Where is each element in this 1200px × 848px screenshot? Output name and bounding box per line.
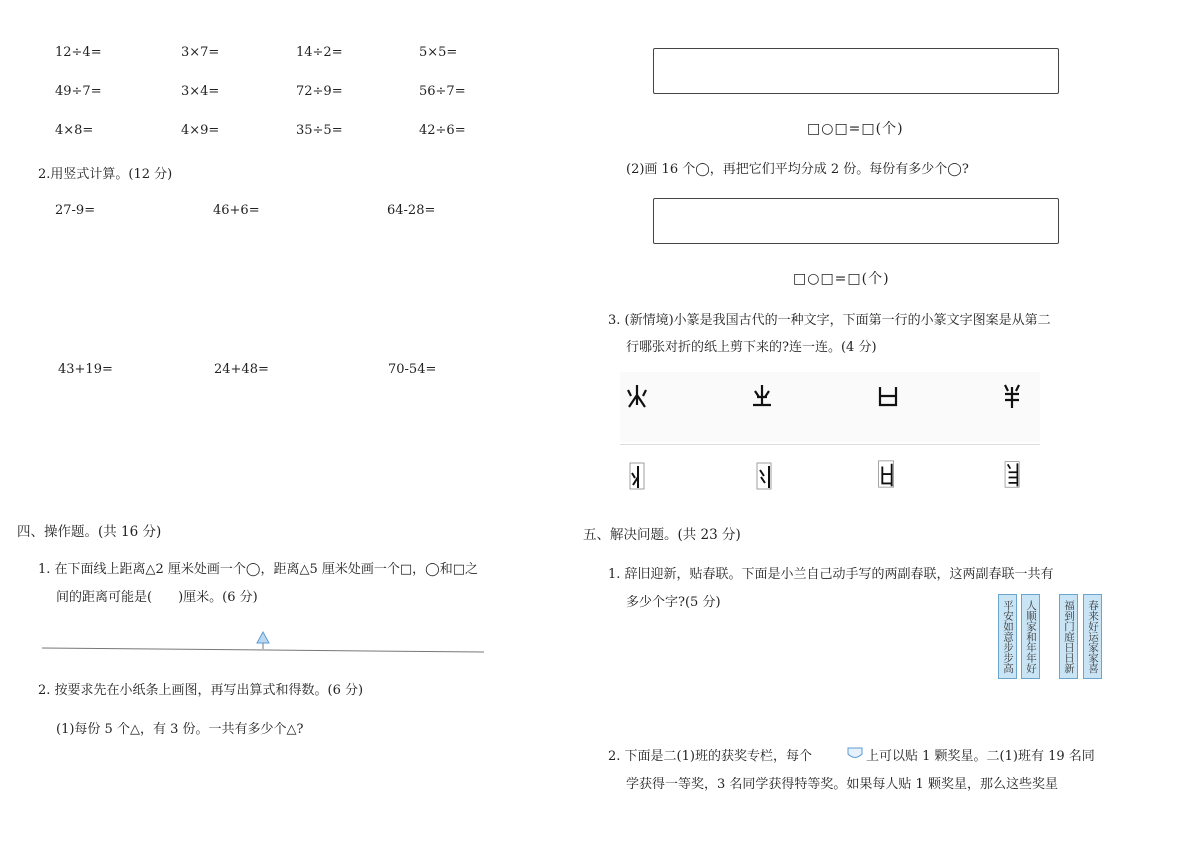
s5-q2-text-line2: 学获得一等奖，3 名同学获得特等奖。如果每人贴 1 颗奖星，那么这些奖星 [626, 777, 1058, 792]
folded-paper-3-icon[interactable] [872, 459, 902, 489]
couplet-2: 人顺家和年年好 [1021, 594, 1040, 679]
oral-calc-item: 35÷5= [296, 123, 343, 138]
vertical-calc-item: 27-9= [55, 203, 96, 218]
oral-calc-item: 49÷7= [55, 84, 102, 99]
draw-strip-1[interactable] [653, 48, 1059, 94]
folded-paper-2-icon[interactable] [749, 461, 779, 491]
couplet-1: 平安如意步步高 [998, 594, 1017, 679]
formula-1: □○□=□(个) [807, 121, 904, 137]
oral-calc-item: 12÷4= [55, 45, 102, 60]
s5-q2-text-line1: 2. 下面是二(1)班的获奖专栏，每个 [608, 749, 812, 764]
s4-q3-text-line1: 3. (新情境)小篆是我国古代的一种文字，下面第一行的小篆文字图案是从第二 [608, 313, 1051, 328]
seal-character-sun-icon[interactable] [873, 381, 903, 411]
s5-q1-text-line2: 多少个字?(5 分) [626, 595, 721, 610]
question-2-title: 2.用竖式计算。(12 分) [38, 167, 173, 182]
oral-calc-item: 56÷7= [419, 84, 466, 99]
folded-paper-1-icon[interactable] [624, 461, 654, 491]
vertical-calc-item: 64-28= [387, 203, 436, 218]
vertical-calc-item: 70-54= [388, 362, 437, 377]
oral-calc-item: 72÷9= [296, 84, 343, 99]
draw-strip-2[interactable] [653, 198, 1059, 244]
couplet-3: 福到门庭日日新 [1059, 594, 1078, 679]
oral-calc-item: 4×9= [181, 123, 220, 138]
triangle-icon [257, 632, 269, 643]
oral-calc-item: 42÷6= [419, 123, 466, 138]
seal-character-fire-icon[interactable] [622, 381, 652, 411]
s4-q1-text-line2: 间的距离可能是( )厘米。(6 分) [56, 590, 258, 605]
s5-q2-text-line1b: 上可以贴 1 颗奖星。二(1)班有 19 名同 [866, 749, 1095, 764]
divider [620, 444, 1040, 445]
oral-calc-item: 3×4= [181, 84, 220, 99]
couplet-4: 春来好运家家喜 [1083, 594, 1102, 679]
vertical-calc-item: 43+19= [58, 362, 113, 377]
measure-line[interactable] [40, 628, 486, 654]
seal-character-life-icon[interactable] [747, 381, 777, 411]
vertical-calc-item: 24+48= [214, 362, 269, 377]
s4-q2-1-text: (1)每份 5 个△，有 3 份。一共有多少个△? [56, 722, 304, 737]
seal-character-sheep-icon[interactable] [997, 381, 1027, 411]
award-plaque-icon [846, 745, 864, 761]
oral-calc-item: 3×7= [181, 45, 220, 60]
scan-smudge [620, 372, 1040, 442]
oral-calc-item: 5×5= [419, 45, 458, 60]
oral-calc-item: 4×8= [55, 123, 94, 138]
s4-q2-text: 2. 按要求先在小纸条上画图，再写出算式和得数。(6 分) [38, 683, 364, 698]
vertical-calc-item: 46+6= [213, 203, 260, 218]
section-5-title: 五、解决问题。(共 23 分) [583, 527, 741, 543]
folded-paper-4-icon[interactable] [998, 459, 1028, 489]
s5-q1-text-line1: 1. 辞旧迎新，贴春联。下面是小兰自己动手写的两副春联，这两副春联一共有 [608, 567, 1054, 582]
section-4-title: 四、操作题。(共 16 分) [17, 524, 162, 540]
s4-q3-text-line2: 行哪张对折的纸上剪下来的?连一连。(4 分) [626, 340, 877, 355]
formula-2: □○□=□(个) [793, 271, 890, 287]
s4-q2-2-text: (2)画 16 个◯，再把它们平均分成 2 份。每份有多少个◯? [626, 162, 969, 177]
oral-calc-item: 14÷2= [296, 45, 343, 60]
s4-q1-text-line1: 1. 在下面线上距离△2 厘米处画一个◯，距离△5 厘米处画一个□，◯和□之 [38, 562, 479, 577]
